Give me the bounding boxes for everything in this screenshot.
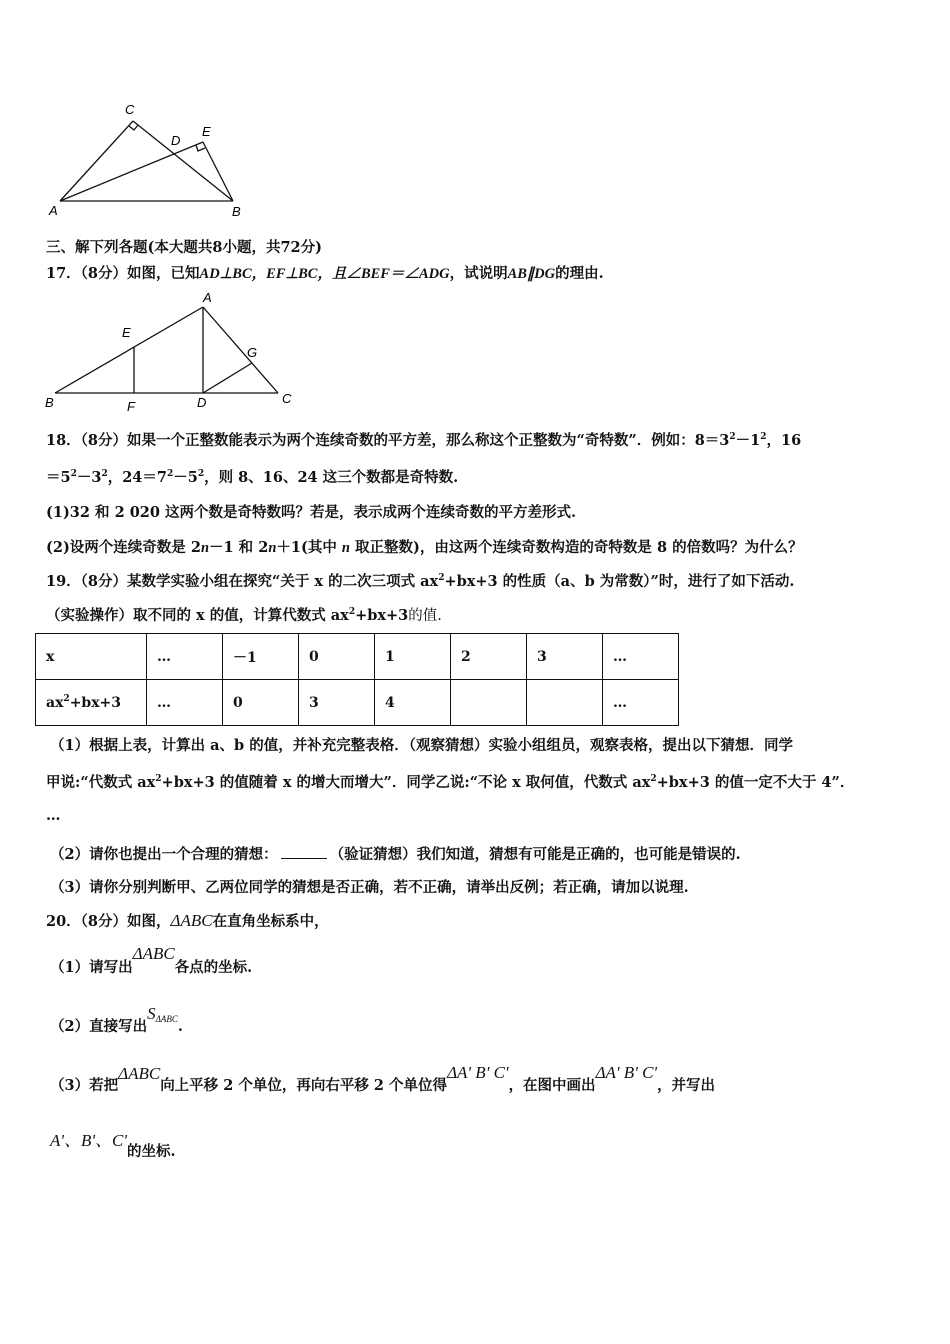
- table-row: [36, 634, 679, 680]
- fig2-label-c: C: [282, 391, 292, 406]
- table-cell: …: [603, 680, 679, 726]
- q19-value-table: [35, 633, 679, 726]
- q19-part3: （3）请你分别判断甲、乙两位同学的猜想是否正确，若不正确，请举出反例；若正确，请加以说理.: [50, 879, 689, 896]
- table-cell: …: [603, 634, 679, 680]
- table-cell: 2: [451, 634, 527, 680]
- q20-part4: A'、B'、C'的坐标.: [50, 1131, 176, 1160]
- table-cell: 3: [299, 680, 375, 726]
- fig2-label-e: E: [122, 325, 131, 340]
- q20-part3: （3）若把ΔABC向上平移 2 个单位，再向右平移 2 个单位得ΔA' B' C'，在图中画出ΔA' B' C'，并写出: [50, 1063, 716, 1094]
- table-cell: …: [147, 680, 223, 726]
- fig2-label-f: F: [127, 399, 135, 414]
- table-cell: …: [147, 634, 223, 680]
- q19-part2: （2）请你也提出一个合理的猜想： （验证猜想）我们知道，猜想有可能是正确的，也可能是错误的.: [50, 846, 741, 863]
- table-row: [36, 680, 679, 726]
- fig2-label-a: A: [203, 290, 212, 305]
- figure-triangle-abc-with-efg: [35, 285, 305, 415]
- q19-line2: （实验操作）取不同的 x 的值，计算代数式 $ax^2+bx+3$的值.: [46, 607, 442, 624]
- fig1-label-a: A: [49, 203, 58, 218]
- q18-part1: (1)32 和 2 020 这两个数是奇特数吗？若是，表示成两个连续奇数的平方差形式.: [46, 504, 577, 521]
- q19-part1-line1: （1）根据上表，计算出 a、b 的值，并补充完整表格．（观察猜想）实验小组组员，观察表格，提出以下猜想．同学: [50, 737, 793, 754]
- q20-part2: （2）直接写出SΔABC.: [50, 1004, 183, 1035]
- q19-ellipsis: …: [46, 807, 61, 824]
- figure-triangle-abc-right-angles: [40, 95, 270, 225]
- fig1-label-c: C: [125, 102, 135, 117]
- table-cell: 4: [375, 680, 451, 726]
- fig2-label-d: D: [197, 395, 207, 410]
- fig1-label-e: E: [202, 124, 211, 139]
- q19-part1-line2: 甲说:“代数式 $ax^2+bx+3$ 的值随着 x 的增大而增大”．同学乙说:“不论 x 取何值，代数式 $ax^2+bx+3$ 的值一定不大于 4”．: [46, 774, 855, 791]
- table-cell: x: [36, 634, 147, 680]
- table-cell: [527, 680, 603, 726]
- table-cell: －1: [223, 634, 299, 680]
- table-cell: [451, 680, 527, 726]
- table-cell: $ax^2+bx+3$: [36, 680, 147, 726]
- q18-line2: $=5^2-3^2$，$24=7^2-5^2$，则 8、16、24 这三个数都是奇特数.: [46, 469, 459, 486]
- q17-text: 17．（8分）如图，已知AD⊥BC，EF⊥BC，且∠BEF＝∠ADG，试说明AB∥DG的理由.: [46, 265, 604, 282]
- table-cell: 3: [527, 634, 603, 680]
- fig1-label-b: B: [232, 204, 241, 219]
- table-cell: 0: [223, 680, 299, 726]
- fig2-label-b: B: [45, 395, 54, 410]
- q18-line1: 18．（8分）如果一个正整数能表示为两个连续奇数的平方差，那么称这个正整数为“奇特数”．例如：$8=3^2-1^2$，16: [46, 432, 802, 449]
- fig2-label-g: G: [247, 345, 258, 360]
- fig1-label-d: D: [171, 133, 181, 148]
- q20-part1: （1）请写出ΔABC各点的坐标.: [50, 944, 253, 976]
- q20-line1: 20．（8分）如图，ΔABC在直角坐标系中，: [46, 911, 329, 930]
- table-cell: 1: [375, 634, 451, 680]
- answer-blank[interactable]: [281, 846, 327, 859]
- q18-part2: (2)设两个连续奇数是 2n－1 和 2n＋1(其中 n 取正整数)，由这两个连续奇数构造的奇特数是 8 的倍数吗？为什么？: [46, 539, 803, 556]
- table-cell: 0: [299, 634, 375, 680]
- section-header: 三、解下列各题(本大题共8小题，共72分): [46, 239, 322, 256]
- q19-line1: 19．（8分）某数学实验小组在探究“关于 x 的二次三项式 $ax^2+bx+3$ 的性质（a、b 为常数）”时，进行了如下活动.: [46, 573, 795, 590]
